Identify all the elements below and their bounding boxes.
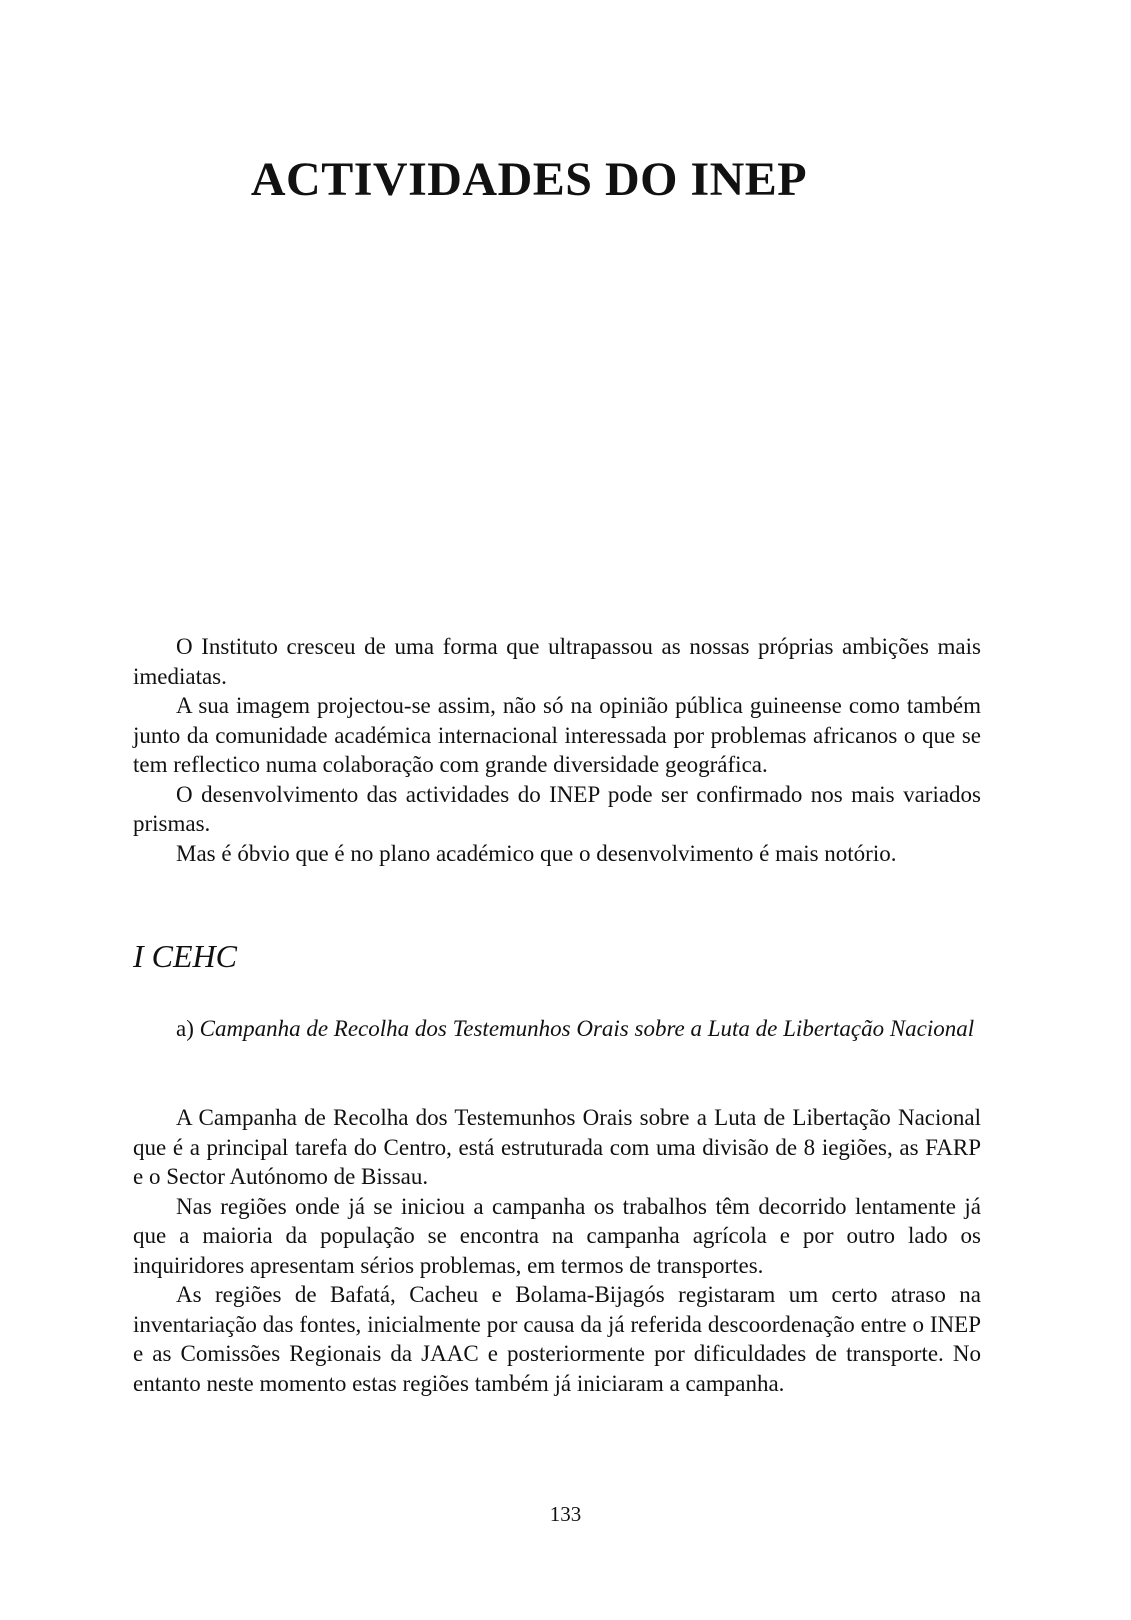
intro-paragraph: A sua imagem projectou-se assim, não só na opinião pública guineense como também junto da comunidade académica internacional interessada por problemas africanos o que se tem reflectico numa colaboração com grande diversidade geográfica. (133, 693, 981, 777)
subsection-heading (133, 1013, 981, 1044)
intro-section (133, 632, 981, 868)
section-heading: I CEHC (133, 938, 237, 974)
campaign-paragraph: Nas regiões onde já se iniciou a campanha os trabalhos têm decorrido lentamente já que a maioria da população se encontra na campanha agrícola e por outro lado os inquiridores apresentam sérios problemas, em termos de transportes. (133, 1193, 981, 1278)
campaign-paragraph: As regiões de Bafatá, Cacheu e Bolama-Bijagós registaram um certo atraso na inventariação das fontes, inicialmente por causa da já referida descoordenação entre o INEP e as Comissões Regionais da JAAC e posteriormente por dificuldades de transporte. No entanto neste momento estas regiões também já iniciaram a campanha. (133, 1282, 981, 1396)
subsection-marker: a) (176, 1016, 194, 1041)
intro-paragraph: O desenvolvimento das actividades do INEP pode ser confirmado nos mais variados prismas. (133, 781, 981, 836)
page-title: ACTIVIDADES DO INEP (250, 153, 808, 206)
intro-paragraph: O Instituto cresceu de uma forma que ultrapassou as nossas próprias ambições mais imediatas. (133, 634, 981, 689)
subsection-title: Campanha de Recolha dos Testemunhos Orais sobre a Luta de Libertação Nacional (199, 1016, 975, 1041)
intro-paragraph: Mas é óbvio que é no plano académico que o desenvolvimento é mais notório. (176, 840, 897, 866)
campaign-paragraph: A Campanha de Recolha dos Testemunhos Orais sobre a Luta de Libertação Nacional que é a principal tarefa do Centro, está estruturada com uma divisão de 8 iegiões, as FARP e o Sector Autónomo de Bissau. (133, 1105, 981, 1189)
page-number: 133 (549, 1502, 582, 1526)
campaign-section (133, 1103, 981, 1398)
